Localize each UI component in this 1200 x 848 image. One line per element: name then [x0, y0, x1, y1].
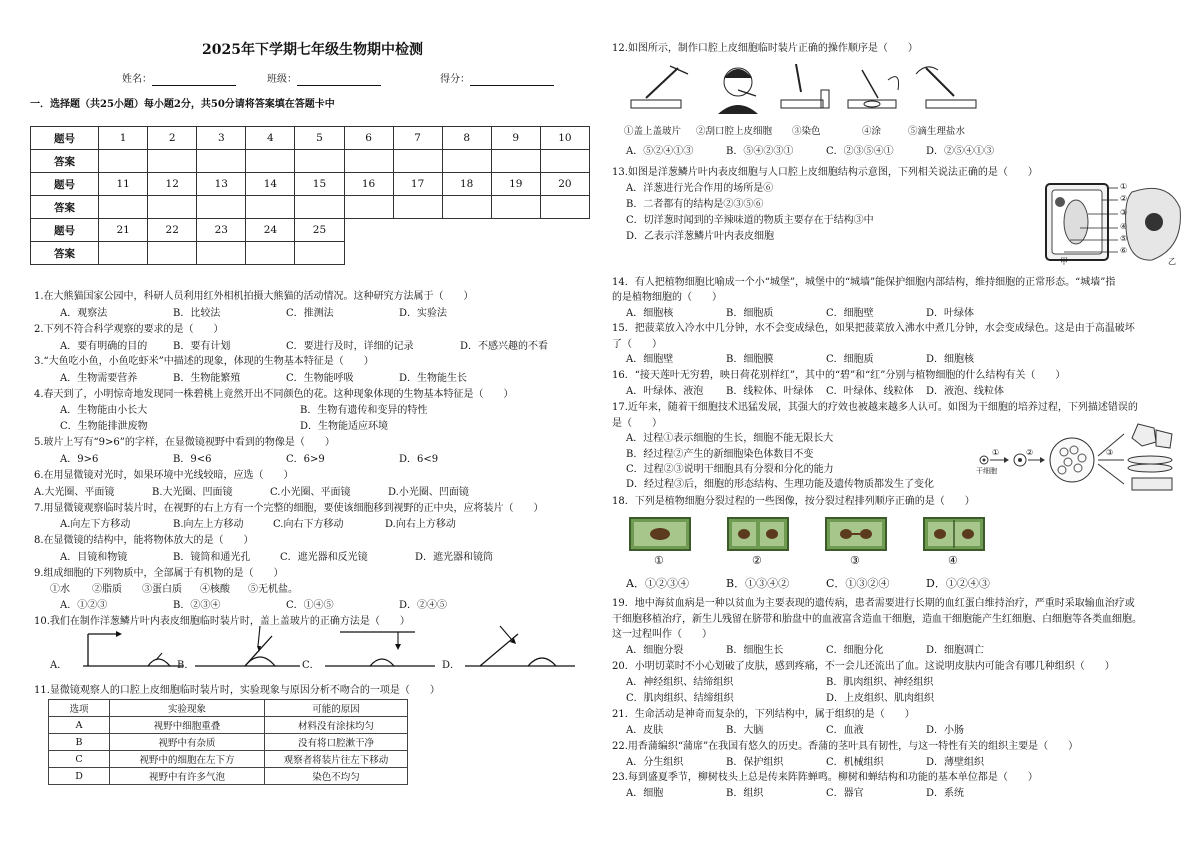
- option[interactable]: D．液泡、线粒体: [926, 386, 1005, 397]
- answer-grid: [30, 126, 590, 265]
- coverslip-diagram-a: [78, 622, 188, 672]
- option[interactable]: B．9<6: [173, 454, 212, 465]
- table-cell: 视野中有许多气泡: [110, 768, 265, 785]
- option[interactable]: D．实验法: [399, 308, 448, 319]
- grid-cell: 17: [393, 173, 442, 196]
- option[interactable]: A．要有明确的目的: [60, 341, 148, 352]
- option[interactable]: B．生物有遗传和变异的特性: [300, 405, 428, 416]
- grid-label: 答案: [31, 242, 99, 265]
- question-3: 3.“大鱼吃小鱼，小鱼吃虾米”中描述的现象，体现的生物基本特征是（ ）: [34, 356, 374, 367]
- answer-cell[interactable]: [148, 150, 197, 173]
- option[interactable]: A．细胞壁: [626, 354, 674, 365]
- answer-cell[interactable]: [344, 150, 393, 173]
- option[interactable]: D．不感兴趣的不看: [460, 341, 549, 352]
- option[interactable]: C．遮光器和反光镜: [280, 552, 368, 563]
- answer-cell[interactable]: [148, 196, 197, 219]
- option[interactable]: A．洋葱进行光合作用的场所是⑥: [626, 183, 774, 194]
- grid-cell: 2: [148, 127, 197, 150]
- illustration-caption: ④涂: [862, 126, 882, 137]
- answer-cell[interactable]: [393, 150, 442, 173]
- answer-cell[interactable]: [393, 196, 442, 219]
- answer-cell[interactable]: [99, 150, 148, 173]
- option[interactable]: B．⑤④②③①: [726, 146, 794, 157]
- item: ②脂质: [92, 584, 122, 595]
- grid-label: 答案: [31, 196, 99, 219]
- grid-cell: 19: [491, 173, 540, 196]
- option[interactable]: A.大光圈、平面镜: [34, 487, 115, 498]
- diagram-label: ④: [1120, 222, 1128, 231]
- image-label: ①: [654, 554, 664, 567]
- table-row: [49, 768, 408, 785]
- option[interactable]: A．细胞核: [626, 308, 674, 319]
- score-field[interactable]: [440, 73, 554, 86]
- item: ①水: [50, 584, 70, 595]
- grid-cell: 21: [99, 219, 148, 242]
- option[interactable]: A．观察法: [60, 308, 108, 319]
- coverslip-diagram-b: [190, 622, 305, 672]
- option[interactable]: B.向左上方移动: [173, 519, 244, 530]
- diagram-label: ②: [1026, 448, 1034, 457]
- table-row: [49, 717, 408, 734]
- option[interactable]: C．血液: [826, 725, 864, 736]
- class-blank[interactable]: [297, 75, 381, 86]
- option[interactable]: C.小光圈、平面镜: [270, 487, 351, 498]
- answer-cell[interactable]: [246, 196, 295, 219]
- option[interactable]: A．: [50, 660, 68, 671]
- option[interactable]: B．组织: [726, 788, 764, 799]
- diagram-label-a: 甲: [1060, 257, 1068, 266]
- option[interactable]: A．9>6: [60, 454, 99, 465]
- item: ⑤无机盐。: [248, 584, 298, 595]
- option[interactable]: A．⑤②④①③: [626, 146, 694, 157]
- question-16: 16．“接天莲叶无穷碧，映日荷花别样红”，其中的“碧”和“红”分别与植物细胞的什么结构有关（ ）: [612, 370, 1066, 381]
- option[interactable]: A．生物能由小长大: [60, 405, 148, 416]
- option[interactable]: D．薄壁组织: [926, 757, 985, 768]
- option[interactable]: D．②⑤④①③: [926, 146, 995, 157]
- answer-cell[interactable]: [491, 196, 540, 219]
- option[interactable]: B．要有计划: [173, 341, 231, 352]
- grid-label: 题号: [31, 127, 99, 150]
- option[interactable]: C．肌肉组织、结缔组织: [626, 693, 734, 704]
- option[interactable]: A．神经组织、结缔组织: [626, 677, 734, 688]
- answer-cell[interactable]: [99, 242, 148, 265]
- grid-label: 题号: [31, 219, 99, 242]
- option[interactable]: A．叶绿体、液泡: [626, 386, 704, 397]
- page-title: 2025年下学期七年级生物期中检测: [202, 42, 423, 58]
- grid-row-q2: [31, 173, 590, 196]
- diagram-label: ①: [1120, 182, 1128, 191]
- table-cell: 没有将口腔漱干净: [265, 734, 408, 751]
- answer-cell[interactable]: [295, 150, 344, 173]
- answer-cell[interactable]: [197, 242, 246, 265]
- table-header: 可能的原因: [265, 700, 408, 717]
- option[interactable]: C．要进行及时，详细的记录: [286, 341, 414, 352]
- option[interactable]: D．经过程③后，细胞的形态结构、生理功能及遗传物质都发生了变化: [626, 479, 935, 490]
- grid-cell: 4: [246, 127, 295, 150]
- grid-label: 题号: [31, 173, 99, 196]
- table-cell: 视野中有杂质: [110, 734, 265, 751]
- option[interactable]: D．乙表示洋葱鳞片叶内表皮细胞: [626, 231, 775, 242]
- grid-cell: 25: [295, 219, 344, 242]
- question-19-cont2: 这一过程叫作（ ）: [612, 629, 712, 640]
- grid-label: 答案: [31, 150, 99, 173]
- answer-cell[interactable]: [442, 150, 491, 173]
- grid-cell: 13: [197, 173, 246, 196]
- grid-cell: 16: [344, 173, 393, 196]
- question-14: 14．有人把植物细胞比喻成一个小“城堡”，城堡中的“城墙”能保护细胞内部结构，维持细胞的正常形态。“城墙”指: [612, 277, 1116, 288]
- question-15-cont: 了（ ）: [612, 339, 662, 350]
- question-23: 23.每到盛夏季节，柳树枝头上总是传来阵阵蝉鸣。柳树和蝉结构和功能的基本单位都是（ ）: [612, 772, 1038, 783]
- illustration-caption: ①盖上盖玻片: [624, 126, 682, 137]
- question-1: 1.在大熊猫国家公园中，科研人员利用红外相机拍摄大熊猫的活动情况。这种研究方法属于（ ）: [34, 291, 474, 302]
- option[interactable]: D．小肠: [926, 725, 965, 736]
- option[interactable]: B．①③④②: [726, 577, 790, 590]
- question-14-cont: 的是植物细胞的（ ）: [612, 292, 722, 303]
- option[interactable]: B．经过程②产生的新细胞染色体数目不变: [626, 449, 814, 460]
- option[interactable]: C．切洋葱时闻到的辛辣味道的物质主要存在于结构③中: [626, 215, 874, 226]
- name-label: 姓名：: [122, 74, 152, 85]
- answer-cell[interactable]: [197, 150, 246, 173]
- option[interactable]: D．6<9: [399, 454, 439, 465]
- option[interactable]: A．①②③④: [626, 577, 689, 590]
- grid-cell: 6: [344, 127, 393, 150]
- option[interactable]: A．细胞分裂: [626, 645, 684, 656]
- option[interactable]: C．细胞分化: [826, 645, 884, 656]
- grid-cell: 1: [99, 127, 148, 150]
- illustration-caption: ②刮口腔上皮细胞: [696, 126, 773, 137]
- option[interactable]: C．生物能呼吸: [286, 373, 354, 384]
- stem-cell-diagram: [972, 420, 1182, 496]
- option[interactable]: C．过程②③说明干细胞具有分裂和分化的能力: [626, 464, 834, 475]
- slide-prep-illustration: [626, 60, 996, 118]
- option[interactable]: D．细胞凋亡: [926, 645, 985, 656]
- score-blank[interactable]: [470, 75, 554, 86]
- table-header: 实验现象: [110, 700, 265, 717]
- option[interactable]: B．②③④: [173, 600, 221, 611]
- option[interactable]: C．细胞质: [826, 354, 874, 365]
- grid-cell: 18: [442, 173, 491, 196]
- cell-division-images: [628, 516, 988, 554]
- grid-cell: 23: [197, 219, 246, 242]
- option[interactable]: A．过程①表示细胞的生长，细胞不能无限长大: [626, 433, 834, 444]
- option[interactable]: B．线粒体、叶绿体: [726, 386, 814, 397]
- coverslip-diagram-d: [460, 622, 580, 672]
- question-19: 19．地中海贫血病是一种以贫血为主要表现的遗传病，患者需要进行长期的血红蛋白维持治疗，严重时采取输血治疗或: [612, 598, 1135, 609]
- grid-row-a2: [31, 196, 590, 219]
- grid-cell: 22: [148, 219, 197, 242]
- question-22: 22.用香蒲编织“蒲席”在我国有悠久的历史。香蒲的茎叶具有韧性，与这一特性有关的组织主要是（ ）: [612, 741, 1079, 752]
- diagram-label-b: 乙: [1168, 257, 1176, 266]
- answer-cell[interactable]: [99, 196, 148, 219]
- question-4: 4.春天到了，小明惊奇地发现同一株碧桃上竟然开出不同颜色的花。这种现象体现的生物基本特征是（ ）: [34, 389, 514, 400]
- option[interactable]: D．叶绿体: [926, 308, 975, 319]
- grid-cell: 24: [246, 219, 295, 242]
- answer-cell[interactable]: [246, 150, 295, 173]
- question-17: 17.近年来，随着干细胞技术迅猛发展，其强大的疗效也被越来越多人认可。如图为干细胞的培养过程，下列描述错误的: [612, 402, 1138, 413]
- grid-row-q3: [31, 219, 590, 242]
- illustration-caption: ⑤滴生理盐水: [908, 126, 966, 137]
- section-heading: 一．选择题（共25小题）每小题2分，共50分请将答案填在答题卡中: [30, 99, 335, 110]
- question-19-cont: 干细胞移植治疗，新生儿残留在脐带和胎盘中的血液富含造血干细胞，造血干细胞能产生红细胞、白细胞等各类血细胞。: [612, 614, 1142, 625]
- option[interactable]: B．细胞质: [726, 308, 774, 319]
- coverslip-diagram-c: [320, 622, 440, 672]
- option[interactable]: B．生物能繁殖: [173, 373, 241, 384]
- option[interactable]: C．生物能排泄废物: [60, 421, 148, 432]
- table-cell: 视野中的细胞在左下方: [110, 751, 265, 768]
- answer-cell[interactable]: [295, 242, 344, 265]
- option[interactable]: A．细胞: [626, 788, 664, 799]
- option[interactable]: B．细胞生长: [726, 645, 784, 656]
- question-2: 2.下列不符合科学观察的要求的是（ ）: [34, 324, 224, 335]
- question-8: 8.在显微镜的结构中，能将物体放大的是（ ）: [34, 535, 254, 546]
- grid-row-a3: [31, 242, 590, 265]
- table-cell: C: [49, 751, 110, 768]
- table-row: [49, 751, 408, 768]
- table-cell: D: [49, 768, 110, 785]
- option[interactable]: C．推测法: [286, 308, 334, 319]
- image-label: ②: [752, 554, 762, 567]
- question-21: 21．生命活动是神奇而复杂的，下列结构中，属于组织的是（ ）: [612, 709, 915, 720]
- item: ③蛋白质: [142, 584, 182, 595]
- table-cell: B: [49, 734, 110, 751]
- grid-cell: 14: [246, 173, 295, 196]
- option[interactable]: D.向右上方移动: [385, 519, 456, 530]
- question-17-cont: 是（ ）: [612, 418, 662, 429]
- answer-cell[interactable]: [491, 150, 540, 173]
- answer-cell[interactable]: [246, 242, 295, 265]
- grid-row-q1: [31, 127, 590, 150]
- diagram-label: ②: [1120, 194, 1128, 203]
- class-label: 班级：: [267, 74, 297, 85]
- grid-cell: 7: [393, 127, 442, 150]
- answer-cell[interactable]: [197, 196, 246, 219]
- grid-cell: 15: [295, 173, 344, 196]
- diagram-label: ⑥: [1120, 246, 1128, 255]
- option[interactable]: D．①②④③: [926, 577, 990, 590]
- diagram-label: ⑤: [1120, 234, 1128, 243]
- option[interactable]: B．保护组织: [726, 757, 784, 768]
- option[interactable]: D．生物能适应环境: [300, 421, 389, 432]
- option[interactable]: B．细胞膜: [726, 354, 774, 365]
- answer-cell[interactable]: [295, 196, 344, 219]
- option[interactable]: B．镜筒和通光孔: [173, 552, 251, 563]
- question-11: 11.显微镜观察人的口腔上皮细胞临时装片时，实验现象与原因分析不吻合的一项是（ ）: [34, 685, 440, 696]
- table-row: [49, 734, 408, 751]
- question-20: 20．小明切菜时不小心划破了皮肤，感到疼痛，不一会儿还流出了血。这说明皮肤内可能含有哪几种组织（ ）: [612, 661, 1115, 672]
- name-blank[interactable]: [152, 75, 236, 86]
- option[interactable]: D．系统: [926, 788, 965, 799]
- option[interactable]: B．: [177, 660, 195, 671]
- option[interactable]: C．①③②④: [826, 577, 890, 590]
- answer-cell[interactable]: [540, 196, 589, 219]
- grid-cell: 3: [197, 127, 246, 150]
- table-cell: 视野中细胞重叠: [110, 717, 265, 734]
- item: ④核酸: [200, 584, 230, 595]
- question-13: 13.如图是洋葱鳞片叶内表皮细胞与人口腔上皮细胞结构示意图，下列相关说法正确的是（ ）: [612, 167, 1038, 178]
- option[interactable]: D．生物能生长: [399, 373, 468, 384]
- option[interactable]: A．分生组织: [626, 757, 684, 768]
- table-header: 选项: [49, 700, 110, 717]
- option[interactable]: C．6>9: [286, 454, 325, 465]
- option[interactable]: B．比较法: [173, 308, 221, 319]
- question-15: 15．把菠菜放入冷水中几分钟，水不会变成绿色，如果把菠菜放入沸水中煮几分钟，水会变成绿色。这是由于高温破坏: [612, 323, 1135, 334]
- class-field[interactable]: [267, 73, 381, 86]
- option[interactable]: A．生物需要营养: [60, 373, 138, 384]
- grid-cell: 11: [99, 173, 148, 196]
- image-label: ③: [850, 554, 860, 567]
- question-18: 18．下列是植物细胞分裂过程的一些图像，按分裂过程排列顺序正确的是（ ）: [612, 496, 975, 507]
- score-label: 得分：: [440, 74, 470, 85]
- question-6: 6.在用显微镜对光时，如果环境中光线较暗，应选（ ）: [34, 470, 294, 481]
- option[interactable]: A．①②③: [60, 600, 108, 611]
- grid-cell: 5: [295, 127, 344, 150]
- option[interactable]: C.向右下方移动: [273, 519, 344, 530]
- option[interactable]: C．②③⑤④①: [826, 146, 894, 157]
- option[interactable]: B．肌肉组织、神经组织: [826, 677, 934, 688]
- option[interactable]: C．机械组织: [826, 757, 884, 768]
- answer-cell[interactable]: [148, 242, 197, 265]
- option[interactable]: D．上皮组织、肌肉组织: [826, 693, 935, 704]
- option[interactable]: C．①④⑤: [286, 600, 334, 611]
- grid-cell: 10: [540, 127, 589, 150]
- option[interactable]: A．皮肤: [626, 725, 664, 736]
- diagram-label: ③: [1106, 448, 1114, 457]
- diagram-label: ①: [992, 448, 1000, 457]
- answer-cell[interactable]: [442, 196, 491, 219]
- table-cell: 材料没有涂抹均匀: [265, 717, 408, 734]
- option[interactable]: D．细胞核: [926, 354, 975, 365]
- option[interactable]: D．: [442, 660, 461, 671]
- question-12: 12.如图所示，制作口腔上皮细胞临时装片正确的操作顺序是（ ）: [612, 43, 918, 54]
- question-10: 10.我们在制作洋葱鳞片叶内表皮细胞临时装片时，盖上盖玻片的正确方法是（ ）: [34, 616, 410, 627]
- question-5: 5.玻片上写有“9>6”的字样，在显微镜视野中看到的物像是（ ）: [34, 437, 335, 448]
- grid-cell: 12: [148, 173, 197, 196]
- option[interactable]: A.向左下方移动: [60, 519, 131, 530]
- question-7: 7.用显微镜观察临时装片时，在视野的右上方有一个完整的细胞，要使该细胞移到视野的正中央，应将装片（ ）: [34, 503, 544, 514]
- option[interactable]: D．遮光器和镜筒: [415, 552, 494, 563]
- option[interactable]: C．器官: [826, 788, 864, 799]
- answer-cell[interactable]: [540, 150, 589, 173]
- q11-table: [48, 699, 408, 785]
- question-9: 9.组成细胞的下列物质中，全部属于有机物的是（ ）: [34, 568, 284, 579]
- diagram-label: ③: [1120, 208, 1128, 217]
- image-label: ④: [948, 554, 958, 567]
- illustration-caption: ③染色: [792, 126, 821, 137]
- table-cell: 观察者将装片往左下移动: [265, 751, 408, 768]
- grid-cell: 9: [491, 127, 540, 150]
- grid-row-a1: [31, 150, 590, 173]
- option[interactable]: B.大光圈、凹面镜: [152, 487, 233, 498]
- option[interactable]: C．: [302, 660, 320, 671]
- answer-cell[interactable]: [344, 196, 393, 219]
- diagram-label: 干细胞: [976, 467, 997, 475]
- table-cell: A: [49, 717, 110, 734]
- option[interactable]: C．细胞壁: [826, 308, 874, 319]
- option[interactable]: D．②④⑤: [399, 600, 448, 611]
- grid-cell: 8: [442, 127, 491, 150]
- name-field[interactable]: [122, 73, 236, 86]
- option[interactable]: B．大脑: [726, 725, 764, 736]
- option[interactable]: C．叶绿体、线粒体: [826, 386, 914, 397]
- option[interactable]: D.小光圈、凹面镜: [388, 487, 469, 498]
- grid-cell: 20: [540, 173, 589, 196]
- option[interactable]: A．目镜和物镜: [60, 552, 128, 563]
- table-cell: 染色不均匀: [265, 768, 408, 785]
- option[interactable]: B．二者都有的结构是②③⑤⑥: [626, 199, 764, 210]
